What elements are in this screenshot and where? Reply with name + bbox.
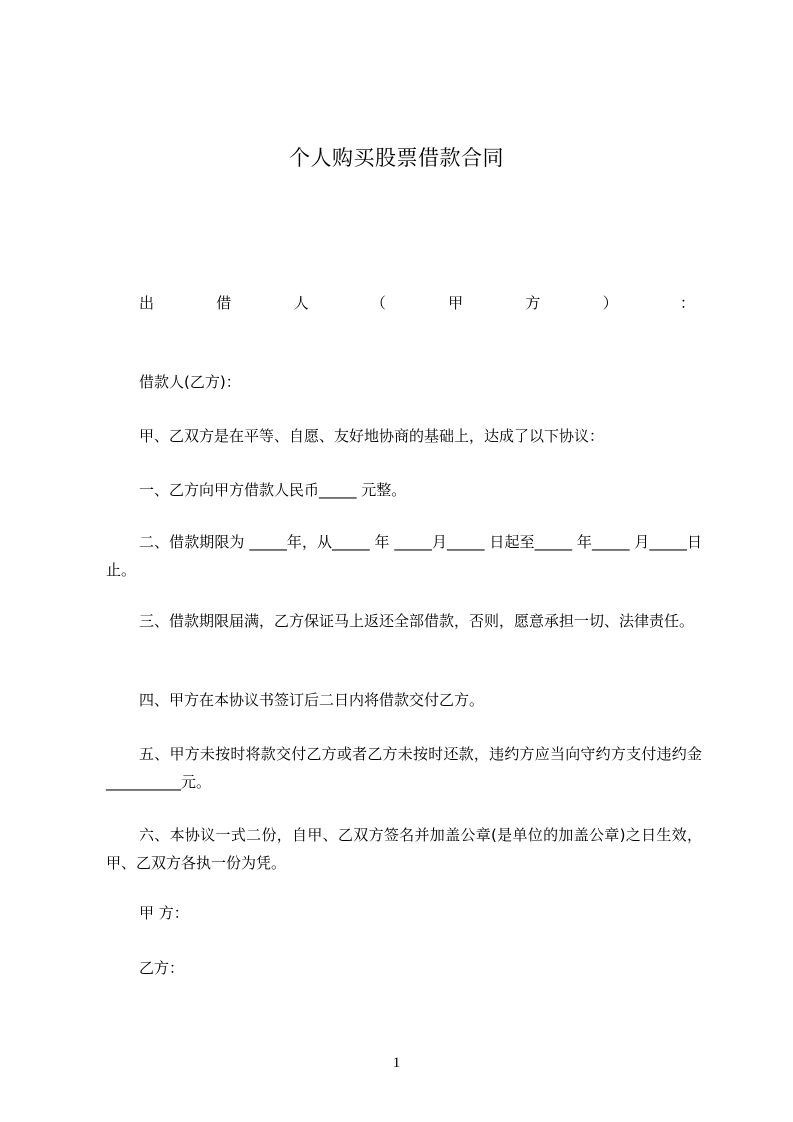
lender-char: 人 [293, 294, 309, 312]
lender-char: 出 [139, 294, 155, 312]
lender-char: （ [370, 294, 386, 312]
signature-party-b: 乙方： [139, 959, 185, 977]
clause-3: 三、借款期限届满，乙方保证马上返还全部借款，否则，愿意承担一切、法律责任。 [139, 612, 695, 630]
clause-2: 二、借款期限为 _____年，从_____ 年 _____月_____ 日起至_____ 年_____ 月_____日止。 [106, 533, 702, 579]
lender-line [139, 292, 695, 313]
signature-party-a: 甲 方： [139, 904, 189, 922]
clause-1: 一、乙方向甲方借款人民币_____ 元整。 [139, 481, 407, 499]
lender-char: ： [679, 294, 695, 312]
clause-5: 五、甲方未按时将款交付乙方或者乙方未按时还款，违约方应当向守约方支付违约金__________元。 [106, 745, 702, 791]
borrower-line: 借款人(乙方)： [139, 373, 241, 391]
clause-6: 六、本协议一式二份，自甲、乙双方签名并加盖公章(是单位的加盖公章)之日生效，甲、乙双方各执一份为凭。 [106, 826, 702, 872]
lender-char: ） [602, 294, 618, 312]
page-number: 1 [392, 1055, 401, 1071]
clause-4: 四、甲方在本协议书签订后二日内将借款交付乙方。 [139, 691, 485, 709]
intro-paragraph: 甲、乙双方是在平等、自愿、友好地协商的基础上，达成了以下协议： [139, 427, 605, 445]
lender-char: 方 [525, 294, 541, 312]
lender-char: 借 [216, 294, 232, 312]
lender-char: 甲 [448, 294, 464, 312]
document-title: 个人购买股票借款合同 [289, 146, 504, 170]
